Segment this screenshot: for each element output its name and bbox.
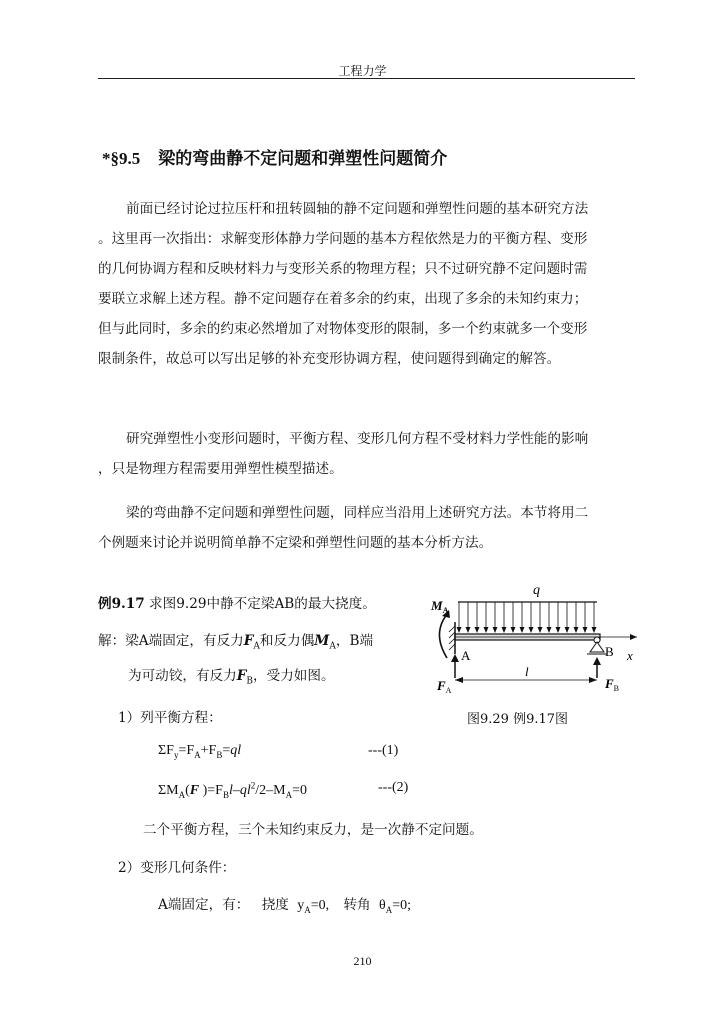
label-x: x — [627, 648, 633, 663]
condition-deflection-label: 挠度 — [261, 897, 289, 913]
equation-2 — [158, 780, 307, 799]
label-FA: $F_A$ — [437, 678, 452, 695]
load-arrowhead-icon — [583, 627, 588, 633]
boundary-conditions — [158, 893, 411, 915]
load-arrows — [457, 602, 597, 633]
section-heading — [102, 144, 447, 169]
reaction-FB-arrowhead-icon — [593, 657, 601, 665]
load-arrowhead-icon — [538, 627, 543, 633]
condition-angle-label: 转角 — [343, 897, 371, 913]
paragraph-line: 梁的弯曲静不定问题和弹塑性问题，同样应当沿用上述研究方法。本节将用二 — [126, 505, 589, 521]
paragraph-line: 。这里再一次指出：求解变形体静力学问题的基本方程依然是力的平衡方程、变形 — [98, 231, 588, 247]
solution-text: 解：梁A端固定，有反力 — [98, 633, 244, 649]
equation-1-text: $\Sigma F_y=F_A+F_B=ql$ — [158, 743, 242, 760]
solution-text: 为可动铰，有反力 — [128, 668, 237, 684]
load-arrowhead-icon — [556, 627, 561, 633]
paragraph-line: 的几何协调方程和反映材料力与变形关系的物理方程；只不过研究静不定问题时需 — [98, 261, 588, 277]
load-arrowhead-icon — [466, 627, 471, 633]
label-MA: $M_A$ — [431, 598, 449, 615]
moment-arrow — [439, 612, 449, 658]
paragraph-line: 研究弹塑性小变形问题时，平衡方程、变形几何方程不受材料力学性能的影响 — [126, 431, 589, 447]
dimension-right-arrow-icon — [589, 677, 597, 683]
load-arrowhead-icon — [592, 627, 597, 633]
load-arrowhead-icon — [457, 627, 462, 633]
paragraph-2 — [98, 424, 638, 484]
load-arrowhead-icon — [475, 627, 480, 633]
load-arrowhead-icon — [547, 627, 552, 633]
header-rule — [98, 78, 635, 79]
page-number: 210 — [353, 954, 372, 968]
load-arrowhead-icon — [529, 627, 534, 633]
example-label: 例9.17 — [98, 596, 145, 612]
beam-figure — [425, 580, 645, 705]
equation-2-tag: ---(2) — [378, 780, 409, 795]
step-2-heading: 2）变形几何条件： — [118, 860, 236, 876]
fixed-support-hatch — [449, 626, 455, 650]
paragraph-1 — [98, 194, 638, 374]
label-q: q — [533, 583, 540, 598]
paragraph-line: 前面已经讨论过拉压杆和扭转圆轴的静不定问题和弹塑性问题的基本研究方法 — [126, 201, 589, 217]
equation-1-tag: ---(1) — [368, 743, 399, 758]
roller-support-B — [590, 642, 604, 652]
label-l: l — [525, 664, 529, 679]
symbol-MA-sub: A — [329, 641, 336, 652]
running-header: 工程力学 — [338, 64, 387, 78]
condition-y: $y_A=0$, — [297, 898, 330, 915]
condition-theta: $\theta_A=0$; — [378, 898, 411, 915]
label-A: A — [461, 648, 471, 663]
label-B: B — [605, 644, 614, 659]
symbol-FA: F — [243, 633, 254, 649]
step-1-heading: 1）列平衡方程： — [118, 710, 222, 726]
paragraph-line: 个例题来讨论并说明简单静不定梁和弹塑性问题的基本分析方法。 — [98, 535, 493, 551]
figure-caption: 图9.29 例9.17图 — [467, 712, 569, 727]
equation-2-text: $\Sigma M_A(F$ )$=F_Bl-ql^2/2-M_A=0$ — [158, 780, 308, 800]
load-arrowhead-icon — [493, 627, 498, 633]
equation-1 — [158, 743, 241, 760]
paragraph-line: 但与此同时，多余的约束必然增加了对物体变形的限制，多一个约束就多一个变形 — [98, 321, 588, 337]
symbol-FA-sub: A — [253, 641, 260, 652]
solution-line-2 — [128, 664, 335, 687]
load-arrowhead-icon — [511, 627, 516, 633]
load-arrowhead-icon — [520, 627, 525, 633]
paragraph-line: ，只是物理方程需要用弹塑性模型描述。 — [98, 461, 343, 477]
symbol-MA: M — [314, 633, 330, 649]
section-title: 梁的弯曲静不定问题和弹塑性问题简介 — [158, 149, 448, 169]
conclusion-text: 二个平衡方程，三个未知约束反力，是一次静不定问题。 — [143, 822, 483, 838]
solution-line-1 — [98, 629, 373, 652]
x-axis-arrow-icon — [630, 634, 637, 640]
example-question — [98, 592, 376, 612]
solution-text: ，受力如图。 — [253, 668, 335, 684]
paragraph-3 — [98, 498, 638, 558]
solution-text: ，B端 — [335, 633, 374, 649]
solution-text: 和反力偶 — [259, 633, 315, 649]
reaction-FA-arrowhead-icon — [451, 654, 459, 662]
load-arrowhead-icon — [574, 627, 579, 633]
load-arrowhead-icon — [484, 627, 489, 633]
section-number: *§9.5 — [102, 149, 141, 168]
label-FB: $F_B$ — [605, 676, 620, 693]
paragraph-line: 要联立求解上述方程。静不定问题存在着多余的约束，出现了多余的未知约束力； — [98, 291, 588, 307]
dimension-left-arrow-icon — [455, 677, 463, 683]
symbol-FB-sub: B — [246, 676, 254, 687]
paragraph-line: 限制条件，故总可以写出足够的补充变形协调方程，使问题得到确定的解答。 — [98, 351, 561, 367]
example-question-text: 求图9.29中静不定梁AB的最大挠度。 — [149, 596, 376, 612]
symbol-FB: F — [236, 668, 247, 684]
load-arrowhead-icon — [502, 627, 507, 633]
condition-prefix: A端固定，有： — [158, 897, 250, 913]
load-arrowhead-icon — [565, 627, 570, 633]
